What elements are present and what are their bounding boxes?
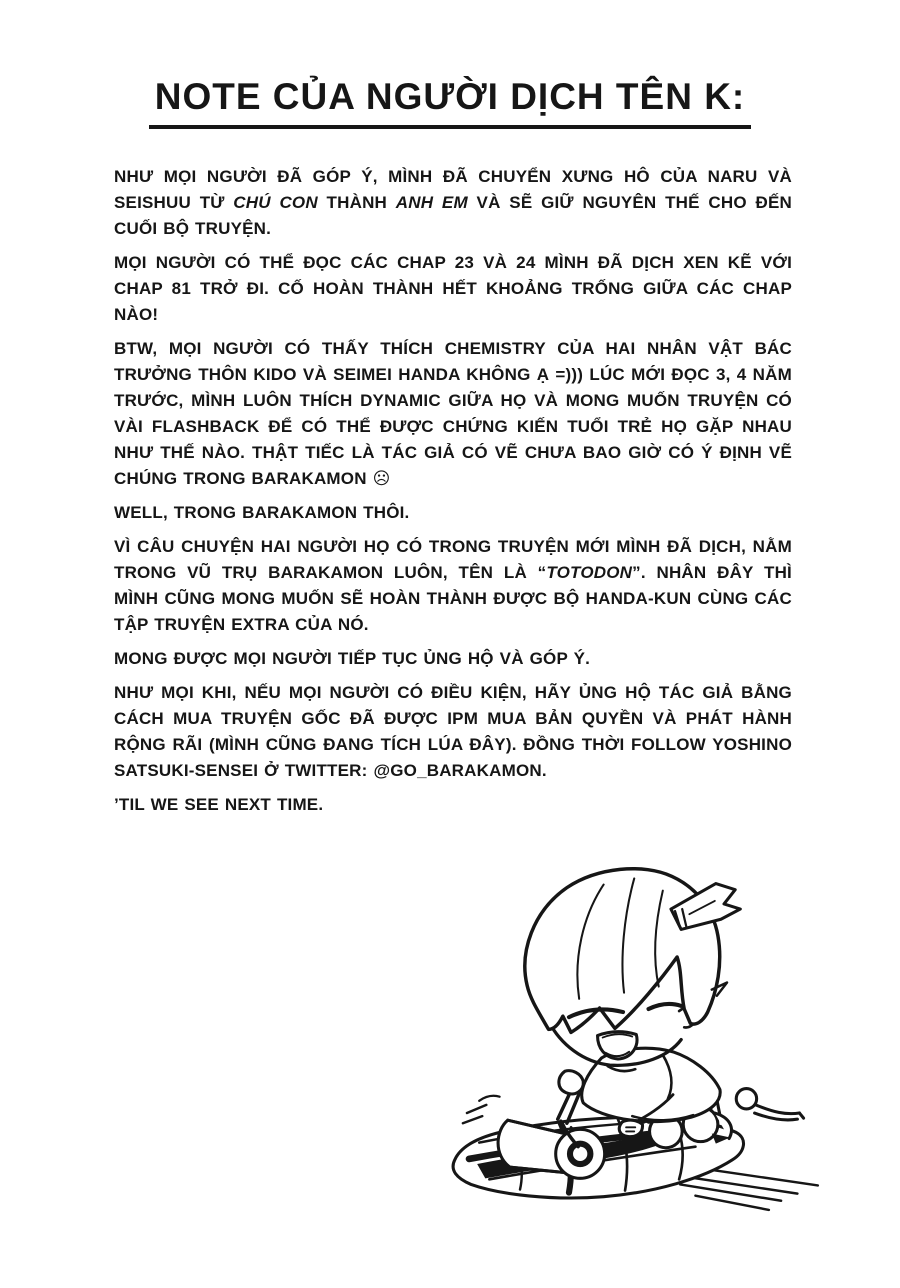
paragraph [114, 336, 792, 492]
paragraph [114, 792, 792, 818]
note-body [114, 164, 792, 826]
text-segment: CHÚ CON [233, 193, 318, 212]
text-segment: ”. NHÂN ĐÂY THÌ MÌNH CŨNG MONG MUỐN SẼ HOÀN THÀNH ĐƯỢC BỘ HANDA-KUN CÙNG CÁC TẬP TRUYỆN EXTRA CỦA NÓ. [114, 563, 792, 634]
closed-eye-right [649, 1004, 682, 1009]
paragraph [114, 646, 792, 672]
text-segment: ANH EM [395, 193, 468, 212]
text-segment: NHƯ MỌI KHI, NẾU MỌI NGƯỜI CÓ ĐIỀU KIỆN, HÃY ỦNG HỘ TÁC GIẢ BẰNG CÁCH MUA TRUYỆN GỐC ĐÃ ĐƯỢC IPM MUA BẢN QUYỀN VÀ PHÁT HÀNH RỘNG RÃI (MÌNH CŨNG ĐANG TÍCH LÚA ĐÂY). ĐỒNG THỜI FOLLOW YOSHINO SATSUKI-SENSEI Ở TWITTER: @GO_BARAKAMON. [114, 683, 792, 780]
paragraph [114, 164, 792, 242]
text-segment: MỌI NGƯỜI CÓ THỂ ĐỌC CÁC CHAP 23 VÀ 24 MÌNH ĐÃ DỊCH XEN KẼ VỚI CHAP 81 TRỞ ĐI. CỐ HOÀN THÀNH HẾT KHOẢNG TRỐNG GIỮA CÁC CHAP NÀO! [114, 253, 792, 324]
chibi-character-ink-roller-illustration [418, 856, 826, 1264]
text-segment: VÌ CÂU CHUYỆN HAI NGƯỜI HỌ CÓ TRONG TRUYỆN MỚI MÌNH ĐÃ DỊCH, NẰM TRONG VŨ TRỤ BARAKAMON LUÔN, TÊN LÀ “ [114, 537, 792, 582]
text-segment: NHƯ MỌI NGƯỜI ĐÃ GÓP Ý, MÌNH ĐÃ CHUYỂN XƯNG HÔ CỦA NARU VÀ SEISHUU TỪ [114, 167, 792, 212]
text-segment: THÀNH [317, 193, 396, 212]
text-segment: TOTODON [546, 563, 633, 582]
text-segment: VÀ SẼ GIỮ NGUYÊN THẾ CHO ĐẾN CUỐI BỘ TRUYỆN. [114, 193, 792, 238]
paragraph [114, 680, 792, 784]
page-title: NOTE CỦA NGƯỜI DỊCH TÊN K: [149, 76, 752, 129]
text-segment: BTW, MỌI NGƯỜI CÓ THẤY THÍCH CHEMISTRY CỦA HAI NHÂN VẬT BÁC TRƯỞNG THÔN KIDO VÀ SEIMEI HANDA KHÔNG Ạ =))) LÚC MỚI ĐỌC 3, 4 NĂM TRƯỚC, MÌNH LUÔN THÍCH DYNAMIC GIỮA HỌ VÀ MONG MUỐN TRUYỆN CÓ VÀI FLASHBACK ĐỂ CÓ THỂ ĐƯỢC CHỨNG KIẾN TUỔI TRẺ HỌ GẶP NHAU NHƯ THẾ NÀO. THẬT TIẾC LÀ TÁC GIẢ CÓ VẼ CHƯA BAO GIỜ CÓ Ý ĐỊNH VẼ CHÚNG TRONG BARAKAMON ☹ [114, 339, 792, 488]
paragraph [114, 250, 792, 328]
text-segment: ’TIL WE SEE NEXT TIME. [114, 795, 324, 814]
text-segment: WELL, TRONG BARAKAMON THÔI. [114, 503, 410, 522]
paragraph [114, 500, 792, 526]
paragraph [114, 534, 792, 638]
cord [736, 1089, 803, 1120]
title-wrap [0, 76, 900, 129]
head [525, 869, 740, 1066]
text-segment: MONG ĐƯỢC MỌI NGƯỜI TIẾP TỤC ỦNG HỘ VÀ GÓP Ý. [114, 649, 591, 668]
